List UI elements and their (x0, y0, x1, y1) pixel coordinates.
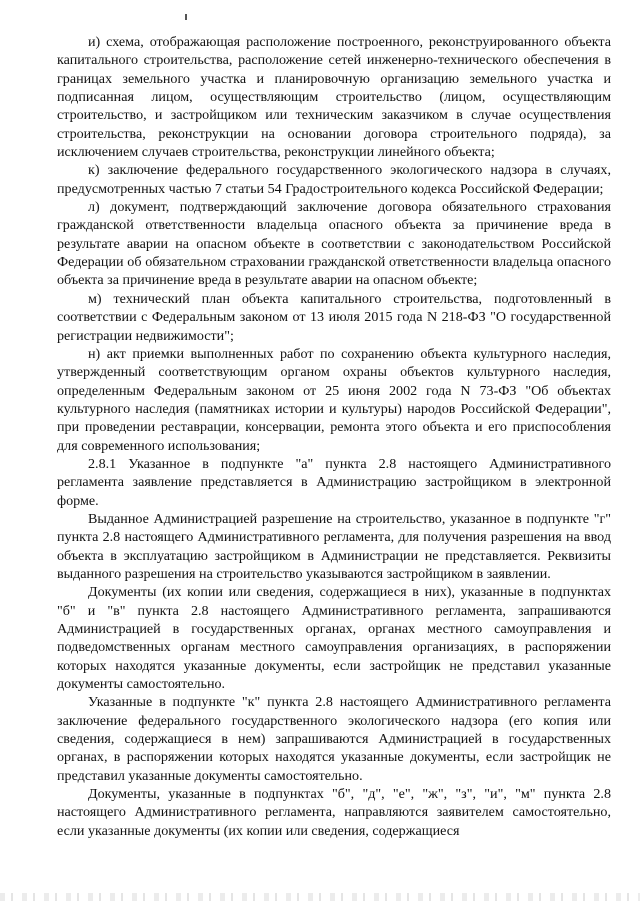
paragraph-item-k: к) заключение федерального государственного экологического надзора в случаях, предусмотренных частью 7 статьи 54 Градостроительного кодекса Российской Федерации; (57, 162, 611, 197)
paragraph-clause-2-8-1: 2.8.1 Указанное в подпункте "а" пункта 2.8 настоящего Административного регламента заявление представляется в Администрацию застройщиком в электронной форме. (57, 455, 611, 509)
scan-footer-artifact (0, 893, 640, 901)
paragraph-requested-documents: Документы (их копии или сведения, содержащиеся в них), указанные в подпунктах "б" и "в" пункта 2.8 настоящего Административного регламента, запрашиваются Администрацией в государственных органах, органах местного самоуправления и подведомственных органам местного самоуправления организациях, в распоряжении которых находятся указанные документы, если застройщик не представил указанные документы самостоятельно. (57, 584, 611, 693)
paragraph-item-n: н) акт приемки выполненных работ по сохранению объекта культурного наследия, утвержденный соответствующим органом охраны объектов культурного наследия, определенным Федеральным законом от 25 июня 2002 года N 73-ФЗ "Об объектах культурного наследия (памятниках истории и культуры) народов Российской Федерации", при проведении реставрации, консервации, ремонта этого объекта и его приспособления для современного использования; (57, 345, 611, 454)
paragraph-item-m: м) технический план объекта капитального строительства, подготовленный в соответствии с Федеральным законом от 13 июля 2015 года N 218-ФЗ "О государственной регистрации недвижимости"; (57, 290, 611, 344)
document-body (57, 33, 611, 840)
paragraph-item-i: и) схема, отображающая расположение построенного, реконструированного объекта капитального строительства, расположение сетей инженерно-технического обеспечения в границах земельного участка и планировочную организацию земельного участка и подписанная лицом, осуществляющим строительство (лицом, осуществляющим строительство, и застройщиком или техническим заказчиком в случае осуществления строительства, реконструкции на основании договора строительного подряда), за исключением случаев строительства, реконструкции линейного объекта; (57, 34, 611, 161)
paragraph-item-l: л) документ, подтверждающий заключение договора обязательного страхования гражданской ответственности владельца опасного объекта за причинение вреда в результате аварии на опасном объекте в соответствии с законодательством Российской Федерации об обязательном страховании гражданской ответственности владельца опасного объекта за причинение вреда в результате аварии на опасном объекте; (57, 199, 611, 289)
paragraph-permit-note: Выданное Администрацией разрешение на строительство, указанное в подпункте "г" пункта 2.8 настоящего Административного регламента, для получения разрешения на ввод объекта в эксплуатацию застройщиком в Администрации не представляется. Реквизиты выданного разрешения на строительство указываются застройщиком в заявлении. (57, 510, 611, 582)
scan-mark (185, 14, 187, 20)
paragraph-applicant-documents: Документы, указанные в подпунктах "б", "д", "е", "ж", "з", "и", "м" пункта 2.8 настоящего Административного регламента, направляются заявителем самостоятельно, если указанные документы (их копии или сведения, содержащиеся (57, 786, 611, 839)
paragraph-ecological-conclusion: Указанные в подпункте "к" пункта 2.8 настоящего Административного регламента заключение федерального государственного экологического надзора (его копия или сведения, содержащиеся в нем) запрашиваются Администрацией в государственных органах, в распоряжении которых находятся указанные документы, если застройщик не представил указанные документы самостоятельно. (57, 694, 611, 784)
